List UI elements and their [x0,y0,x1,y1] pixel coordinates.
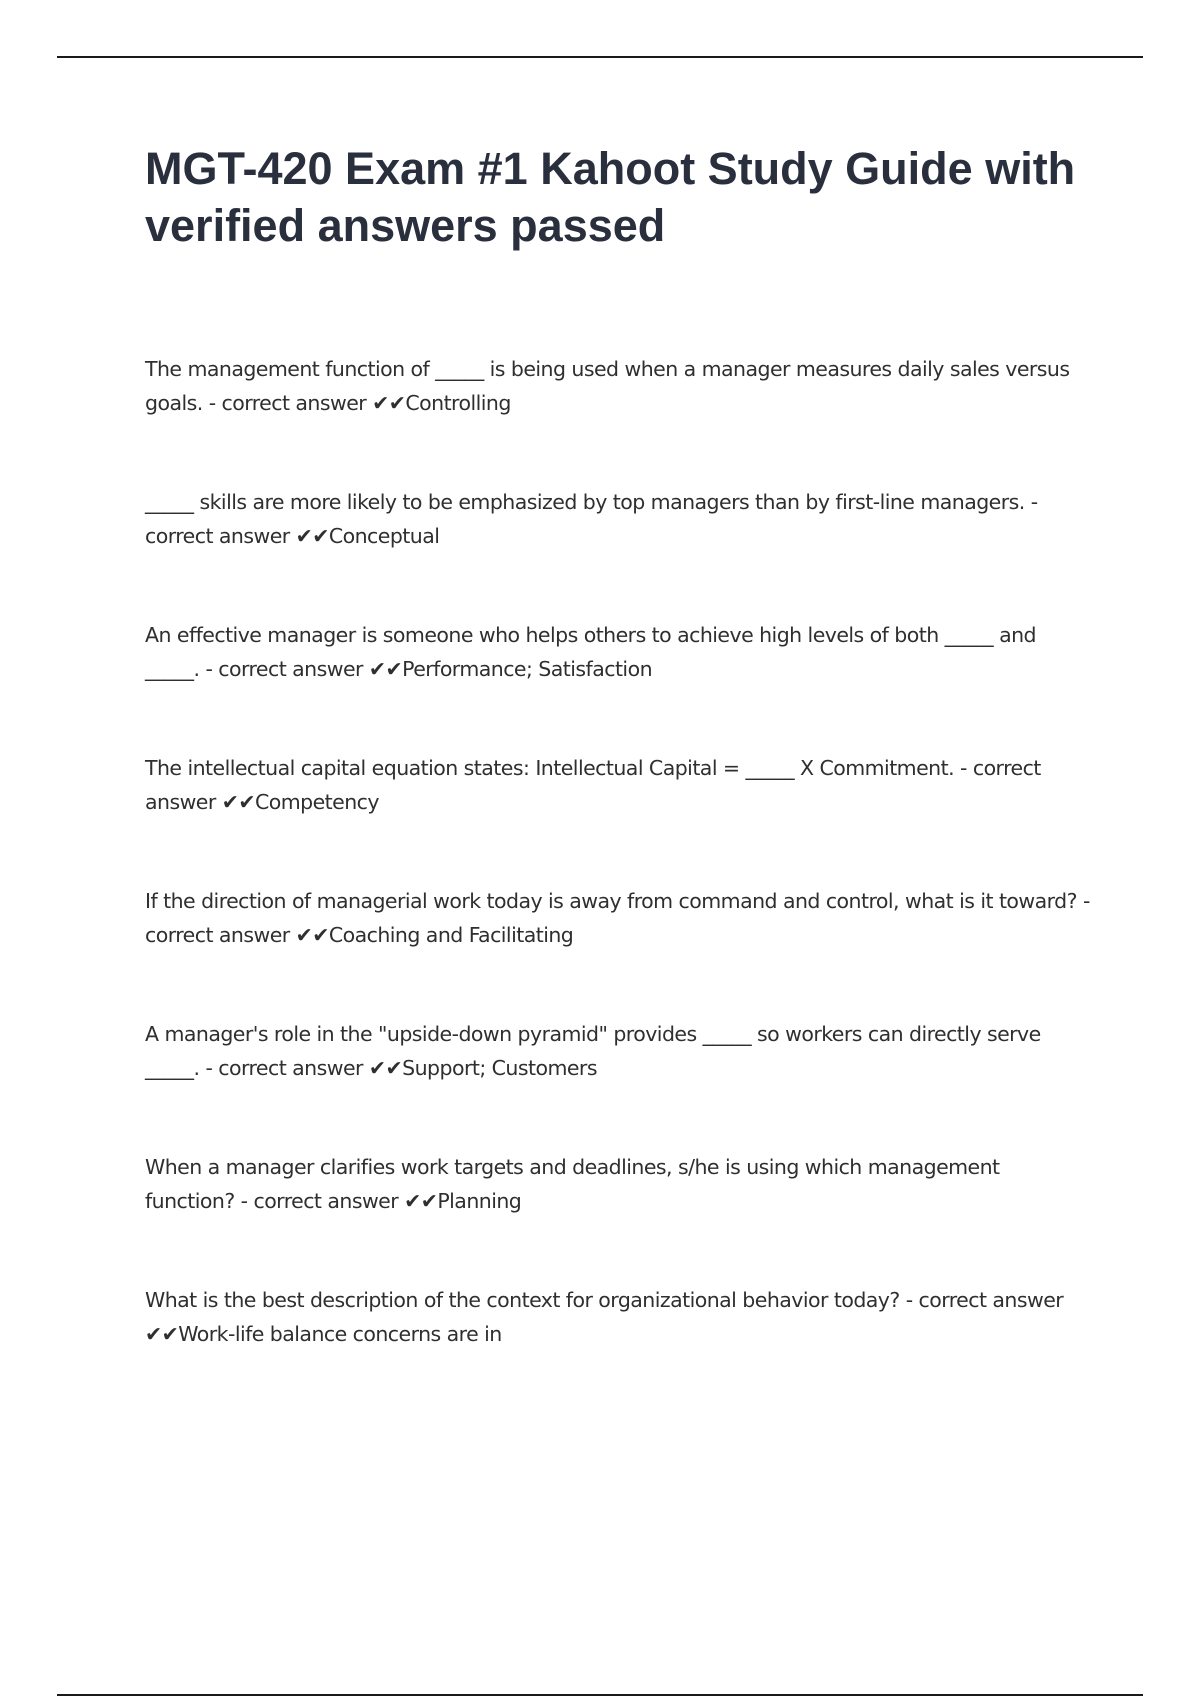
question-text: An effective manager is someone who helps others to achieve high levels of both _____ and _____. [145,623,1037,681]
answer-text: Coaching and Facilitating [328,923,574,947]
bottom-rule [57,1694,1143,1696]
answer-marker: - correct answer ✔✔ [208,391,406,415]
answer-text: Planning [437,1189,522,1213]
document-title: MGT-420 Exam #1 Kahoot Study Guide with verified answers passed [145,143,1076,251]
qa-item [145,1150,1095,1218]
qa-list [145,352,1095,1351]
question-text: _____ skills are more likely to be emphasized by top managers than by first-line managers. [145,490,1025,514]
qa-item [145,1283,1095,1351]
qa-item [145,751,1095,819]
qa-item [145,485,1095,553]
answer-marker: - correct answer ✔✔ [145,1288,1064,1346]
question-text: The intellectual capital equation states: Intellectual Capital = _____ X Commitment. [145,756,955,780]
document-body [145,140,1095,1416]
answer-marker: - correct answer ✔✔ [145,490,1038,548]
question-text: When a manager clarifies work targets and deadlines, s/he is using which management function? [145,1155,1000,1213]
answer-text: Competency [254,790,379,814]
question-text: The management function of _____ is being used when a manager measures daily sales versus goals. [145,357,1070,415]
question-text: What is the best description of the context for organizational behavior today? [145,1288,900,1312]
answer-marker: - correct answer ✔✔ [205,657,403,681]
qa-item [145,1017,1095,1085]
qa-item [145,618,1095,686]
question-text: If the direction of managerial work today is away from command and control, what is it toward? [145,889,1077,913]
answer-marker: - correct answer ✔✔ [145,756,1041,814]
answer-text: Conceptual [328,524,440,548]
answer-marker: - correct answer ✔✔ [240,1189,438,1213]
qa-item [145,884,1095,952]
answer-marker: - correct answer ✔✔ [205,1056,403,1080]
answer-marker: - correct answer ✔✔ [145,889,1090,947]
answer-text: Work-life balance concerns are in [178,1322,502,1346]
answer-text: Support; Customers [402,1056,597,1080]
qa-item [145,352,1095,420]
answer-text: Performance; Satisfaction [402,657,653,681]
answer-text: Controlling [405,391,511,415]
question-text: A manager's role in the "upside-down pyramid" provides _____ so workers can directly serve _____. [145,1022,1041,1080]
top-rule [57,56,1143,58]
